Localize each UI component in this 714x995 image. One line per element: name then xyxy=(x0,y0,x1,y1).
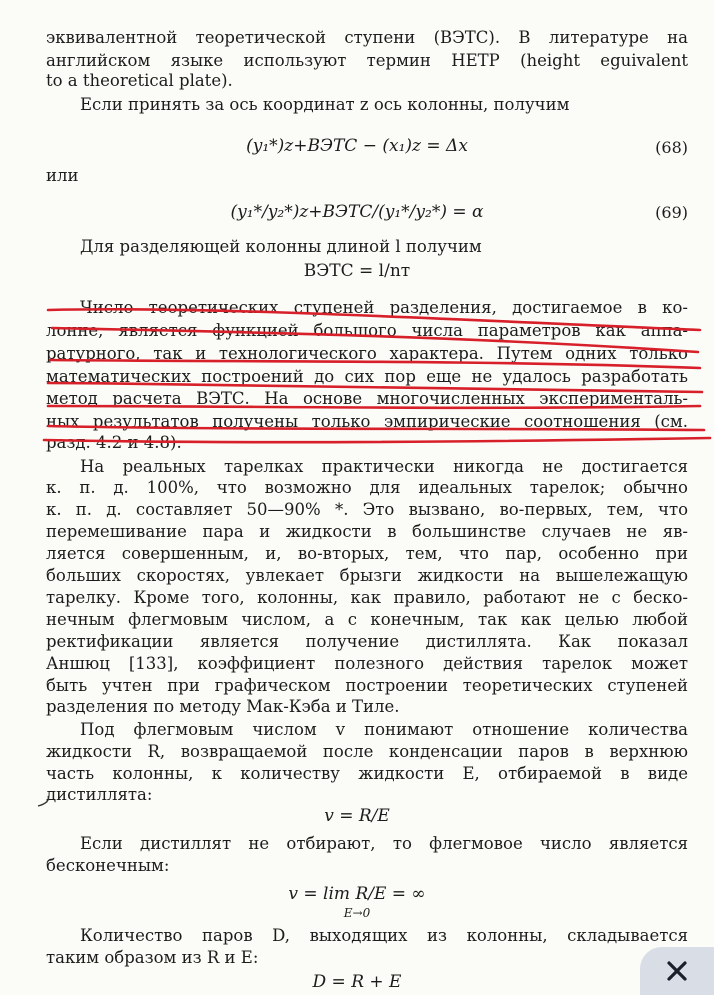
text-line: лонне, является функцией большого числа параметров как аппа- xyxy=(46,321,688,340)
text-line: эквивалентной теоретической ступени (ВЭТС). В литературе на xyxy=(46,28,688,47)
text-line: Под флегмовым числом v понимают отношение количества xyxy=(80,720,688,739)
equation-d-sum: D = R + E xyxy=(312,972,402,992)
close-button[interactable] xyxy=(640,947,714,995)
text-line: to a theoretical plate). xyxy=(46,71,233,90)
text-line: математических построений до сих пор еще не удалось разработать xyxy=(46,367,688,386)
text-line: к. п. д. составляет 50—90% *. Это вызвано, во-первых, тем, что xyxy=(46,500,688,519)
close-icon xyxy=(666,960,688,982)
equation-hetp: ВЭТС = l/nт xyxy=(303,261,411,281)
equation-limit: v = lim R/E = ∞ xyxy=(288,884,426,904)
text-line: На реальных тарелках практически никогда не достигается xyxy=(80,457,688,476)
text-line: Аншюц [133], коэффициент полезного действия тарелок может xyxy=(46,654,688,673)
text-line: ратурного, так и технологического характера. Путем одних только xyxy=(46,344,688,363)
text-line: ляется совершенным, и, во-вторых, тем, что пар, особенно при xyxy=(46,544,688,563)
text-line: часть колонны, к количеству жидкости E, отбираемой в виде xyxy=(46,764,688,783)
text-line: к. п. д. 100%, что возможно для идеальных тарелок; обычно xyxy=(46,478,688,497)
text-line: Количество паров D, выходящих из колонны, складывается xyxy=(80,926,688,945)
text-line: английском языке используют термин HETP (height eguivalent xyxy=(46,51,688,70)
text-line: таким образом из R и E: xyxy=(46,948,259,967)
text-line: ных результатов получены только эмпирические соотношения (см. xyxy=(46,412,688,431)
equation-number: (69) xyxy=(655,203,688,222)
text-line: ректификации является получение дистиллята. Как показал xyxy=(46,632,688,651)
text-line: бесконечным: xyxy=(46,856,170,875)
equation-reflux: v = R/E xyxy=(324,806,390,826)
text-line: или xyxy=(46,166,79,185)
text-line: Если принять за ось координат z ось колонны, получим xyxy=(80,95,570,114)
text-line: разд. 4.2 и 4.8). xyxy=(46,433,182,452)
equation-69: (y₁*/y₂*)z+ВЭТС/(y₁*/y₂*) = α xyxy=(230,202,484,222)
text-line: Для разделяющей колонны длиной l получим xyxy=(80,237,482,256)
text-line: нечным флегмовым числом, а с конечным, так как целью любой xyxy=(46,610,688,629)
equation-68: (y₁*)z+ВЭТС − (x₁)z = Δx xyxy=(246,136,468,156)
text-line: быть учтен при графическом построении теоретических ступеней xyxy=(46,676,688,695)
text-line: жидкости R, возвращаемой после конденсации паров в верхнюю xyxy=(46,742,688,761)
text-line: Число теоретических ступеней разделения, достигаемое в ко- xyxy=(80,298,688,317)
text-line: тарелку. Кроме того, колонны, как правило, работают не с беско- xyxy=(46,588,688,607)
text-line: перемешивание пара и жидкости в большинстве случаев не яв- xyxy=(46,522,688,541)
text-line: Если дистиллят не отбирают, то флегмовое число является xyxy=(80,834,688,853)
text-line: разделения по методу Мак-Кэба и Тиле. xyxy=(46,697,400,716)
text-line: дистиллята: xyxy=(46,785,153,804)
text-line: метод расчета ВЭТС. На основе многочисленных эксперименталь- xyxy=(46,389,688,408)
limit-subscript: E→0 xyxy=(343,906,371,920)
text-line: больших скоростях, увлекает брызги жидкости на вышележащую xyxy=(46,566,688,585)
equation-number: (68) xyxy=(655,138,688,157)
